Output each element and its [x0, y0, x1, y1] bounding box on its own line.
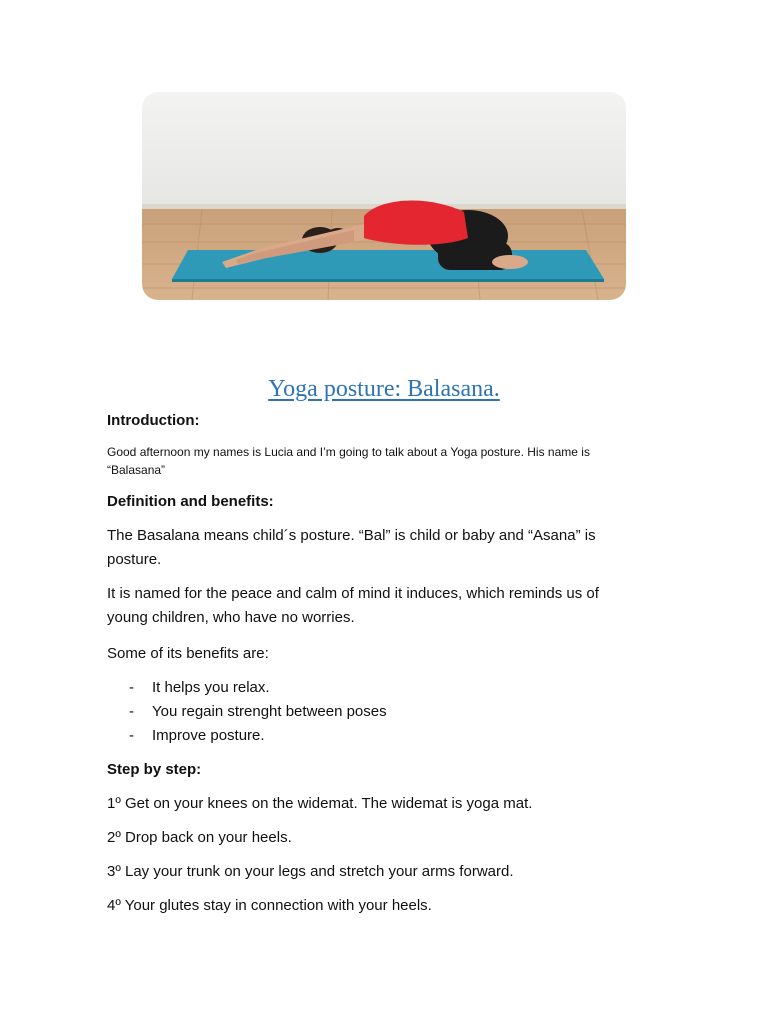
- definition-paragraph-line: The Basalana means child´s posture. “Bal” is child or baby and “Asana” is: [107, 527, 596, 544]
- bullet-dash: -: [129, 703, 134, 720]
- benefit-text: It helps you relax.: [152, 679, 270, 696]
- benefits-list: [107, 676, 647, 748]
- pose-photo: [142, 92, 626, 300]
- definition-paragraph-line: It is named for the peace and calm of mind it induces, which reminds us of: [107, 585, 599, 602]
- intro-heading: Introduction:: [107, 412, 200, 429]
- step-item: 1º Get on your knees on the widemat. The widemat is yoga mat.: [107, 795, 533, 812]
- steps-heading: Step by step:: [107, 761, 202, 778]
- intro-text-line: “Balasana”: [107, 463, 166, 477]
- list-item: [107, 700, 647, 724]
- intro-text-line: Good afternoon my names is Lucia and I’m going to talk about a Yoga posture. His name is: [107, 445, 590, 459]
- benefits-intro: Some of its benefits are:: [107, 645, 269, 662]
- list-item: [107, 724, 647, 748]
- definition-heading: Definition and benefits:: [107, 493, 274, 510]
- definition-paragraph-line: posture.: [107, 551, 162, 568]
- step-item: 2º Drop back on your heels.: [107, 829, 292, 846]
- step-item: 3º Lay your trunk on your legs and stretch your arms forward.: [107, 863, 514, 880]
- list-item: [107, 676, 647, 700]
- page-title: Yoga posture: Balasana.: [268, 376, 500, 402]
- bullet-dash: -: [129, 679, 134, 696]
- bullet-dash: -: [129, 727, 134, 744]
- document-body: [107, 411, 647, 918]
- definition-paragraph-line: young children, who have no worries.: [107, 609, 355, 626]
- benefit-text: You regain strenght between poses: [152, 703, 387, 720]
- benefit-text: Improve posture.: [152, 727, 265, 744]
- step-item: 4º Your glutes stay in connection with your heels.: [107, 897, 432, 914]
